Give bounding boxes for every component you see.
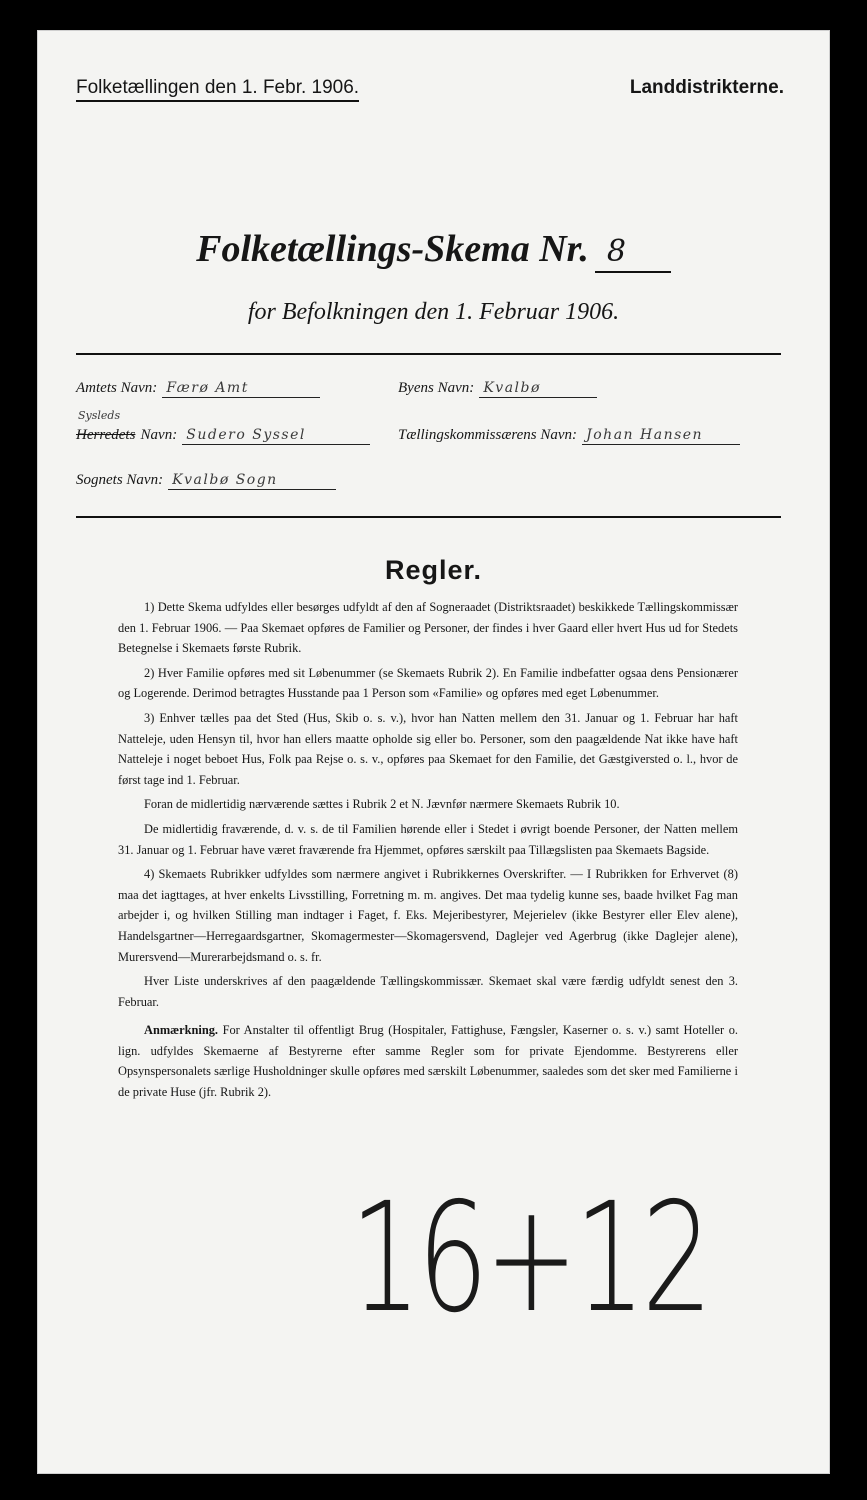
census-date-header: Folketællingen den 1. Febr. 1906. <box>76 77 359 102</box>
herred-label-struck: Herredets <box>76 427 136 443</box>
sogn-value: Kvalbø Sogn <box>168 472 336 490</box>
herred-field <box>76 424 370 445</box>
amt-label: Amtets Navn: <box>76 380 158 396</box>
rule-paragraph: 2) Hver Familie opføres med sit Løbenummer (se Skemaets Rubrik 2). En Familie indbefatter ogsaa dens Pensionærer og Logerende. Derimod betragtes Husstande paa 1 Person som «Familie» og opføres med eget Løbenummer. <box>118 665 738 701</box>
rules-section <box>118 597 738 1107</box>
kommissaer-value: Johan Hansen <box>582 427 740 445</box>
top-divider <box>76 353 781 355</box>
amt-value: Færø Amt <box>162 380 320 398</box>
sogn-label: Sognets Navn: <box>76 472 164 488</box>
note-label: Anmærkning. <box>144 1023 219 1038</box>
rule-paragraph: Foran de midlertidig nærværende sættes i Rubrik 2 et N. Jævnfør nærmere Skemaets Rubrik 10. <box>144 797 620 812</box>
form-title-text: Folketællings-Skema Nr. <box>196 228 589 270</box>
note-paragraph <box>118 1020 738 1102</box>
kommissaer-field <box>398 424 740 445</box>
by-value: Kvalbø <box>479 380 597 398</box>
amt-field <box>76 377 320 398</box>
herred-value: Sudero Syssel <box>182 427 370 445</box>
by-label: Byens Navn: <box>398 380 475 396</box>
kommissaer-label: Tællingskommissærens Navn: <box>398 427 578 443</box>
form-subtitle: for Befolkningen den 1. Februar 1906. <box>247 299 620 325</box>
district-type-header: Landdistrikterne. <box>629 77 784 98</box>
herred-label-suffix: Navn: <box>140 427 178 443</box>
rule-paragraph: Hver Liste underskrives af den paagældende Tællingskommissær. Skemaet skal være færdig udfyldt senest den 3. Februar. <box>118 974 738 1009</box>
by-field <box>398 377 597 398</box>
form-title <box>38 227 829 273</box>
rule-paragraph: 1) Dette Skema udfyldes eller besørges udfyldt af den af Sogneraadet (Distriktsraadet) beskikkede Tællingskommissær den 1. Februar 1906. — Paa Skemaet opføres de Familier og Personer, der findes i hver Gaard eller hvert Hus ud for Stedets Betegnelse i Skemaets første Rubrik. <box>118 600 738 656</box>
rules-heading: Regler. <box>384 555 483 585</box>
rule-paragraph: De midlertidig fraværende, d. v. s. de til Familien hørende eller i Stedet i øvrigt boende Personer, der Natten mellem 31. Januar og 1. Februar have været fraværende fra Hjemmet, opføres særskilt paa Tillægslisten paa Skemaets Bagside. <box>118 821 738 857</box>
sogn-field <box>76 469 336 490</box>
fields-divider <box>76 516 781 518</box>
census-form-page <box>37 30 830 1474</box>
note-text: For Anstalter til offentligt Brug (Hospitaler, Fattighuse, Fængsler, Kaserner o. s. v.) samt Hoteller o. lign. udfyldes Skemaerne af Bestyrerne efter samme Regler som for private Ejendomme. Bestyrerens eller Opsynspersonalets særlige Husholdninger skulle opføres med særskilt Løbenummer, saaledes som det sker med Familierne i de private Huse (jfr. Rubrik 2). <box>118 1023 738 1100</box>
sysleds-annotation: Sysleds <box>78 409 121 422</box>
rule-paragraph: 4) Skemaets Rubrikker udfyldes som nærmere angivet i Rubrikkernes Overskrifter. — I Rubrikken for Erhvervet (8) maa det iagttages, at hver enkelts Livsstilling, Forretning m. m. angives. Det maa tydelig kunne ses, baade hvilket Fag man arbejder i, og hvilken Stilling man indtager i Faget, f. Eks. Mejeribestyrer, Mejerielev (ikke Bestyrer eller Elev alene), Handelsgartner—Herregaardsgartner, Skomagermester—Skomagersvend, Daglejer ved Agerbrug (ikke Daglejer alene), Murersvend—Murerarbejdsmand o. s. fr. <box>118 867 738 964</box>
form-number: 8 <box>595 233 671 273</box>
rule-paragraph: 3) Enhver tælles paa det Sted (Hus, Skib o. s. v.), hvor han Natten mellem den 31. Januar og 1. Februar har haft Natteleje, uden Hensyn til, hvor han ellers maatte opholde sig eller bo. Personer, som den paagældende Nat ikke have haft Natteleje i noget beboet Hus, Folk paa Rejse o. s. v., opføres paa Skemaet for den Familie, det Gæstgiversted o. l., hvor de først tage ind 1. Februar. <box>118 710 738 787</box>
handwritten-tally: 16+12 <box>350 1171 709 1347</box>
